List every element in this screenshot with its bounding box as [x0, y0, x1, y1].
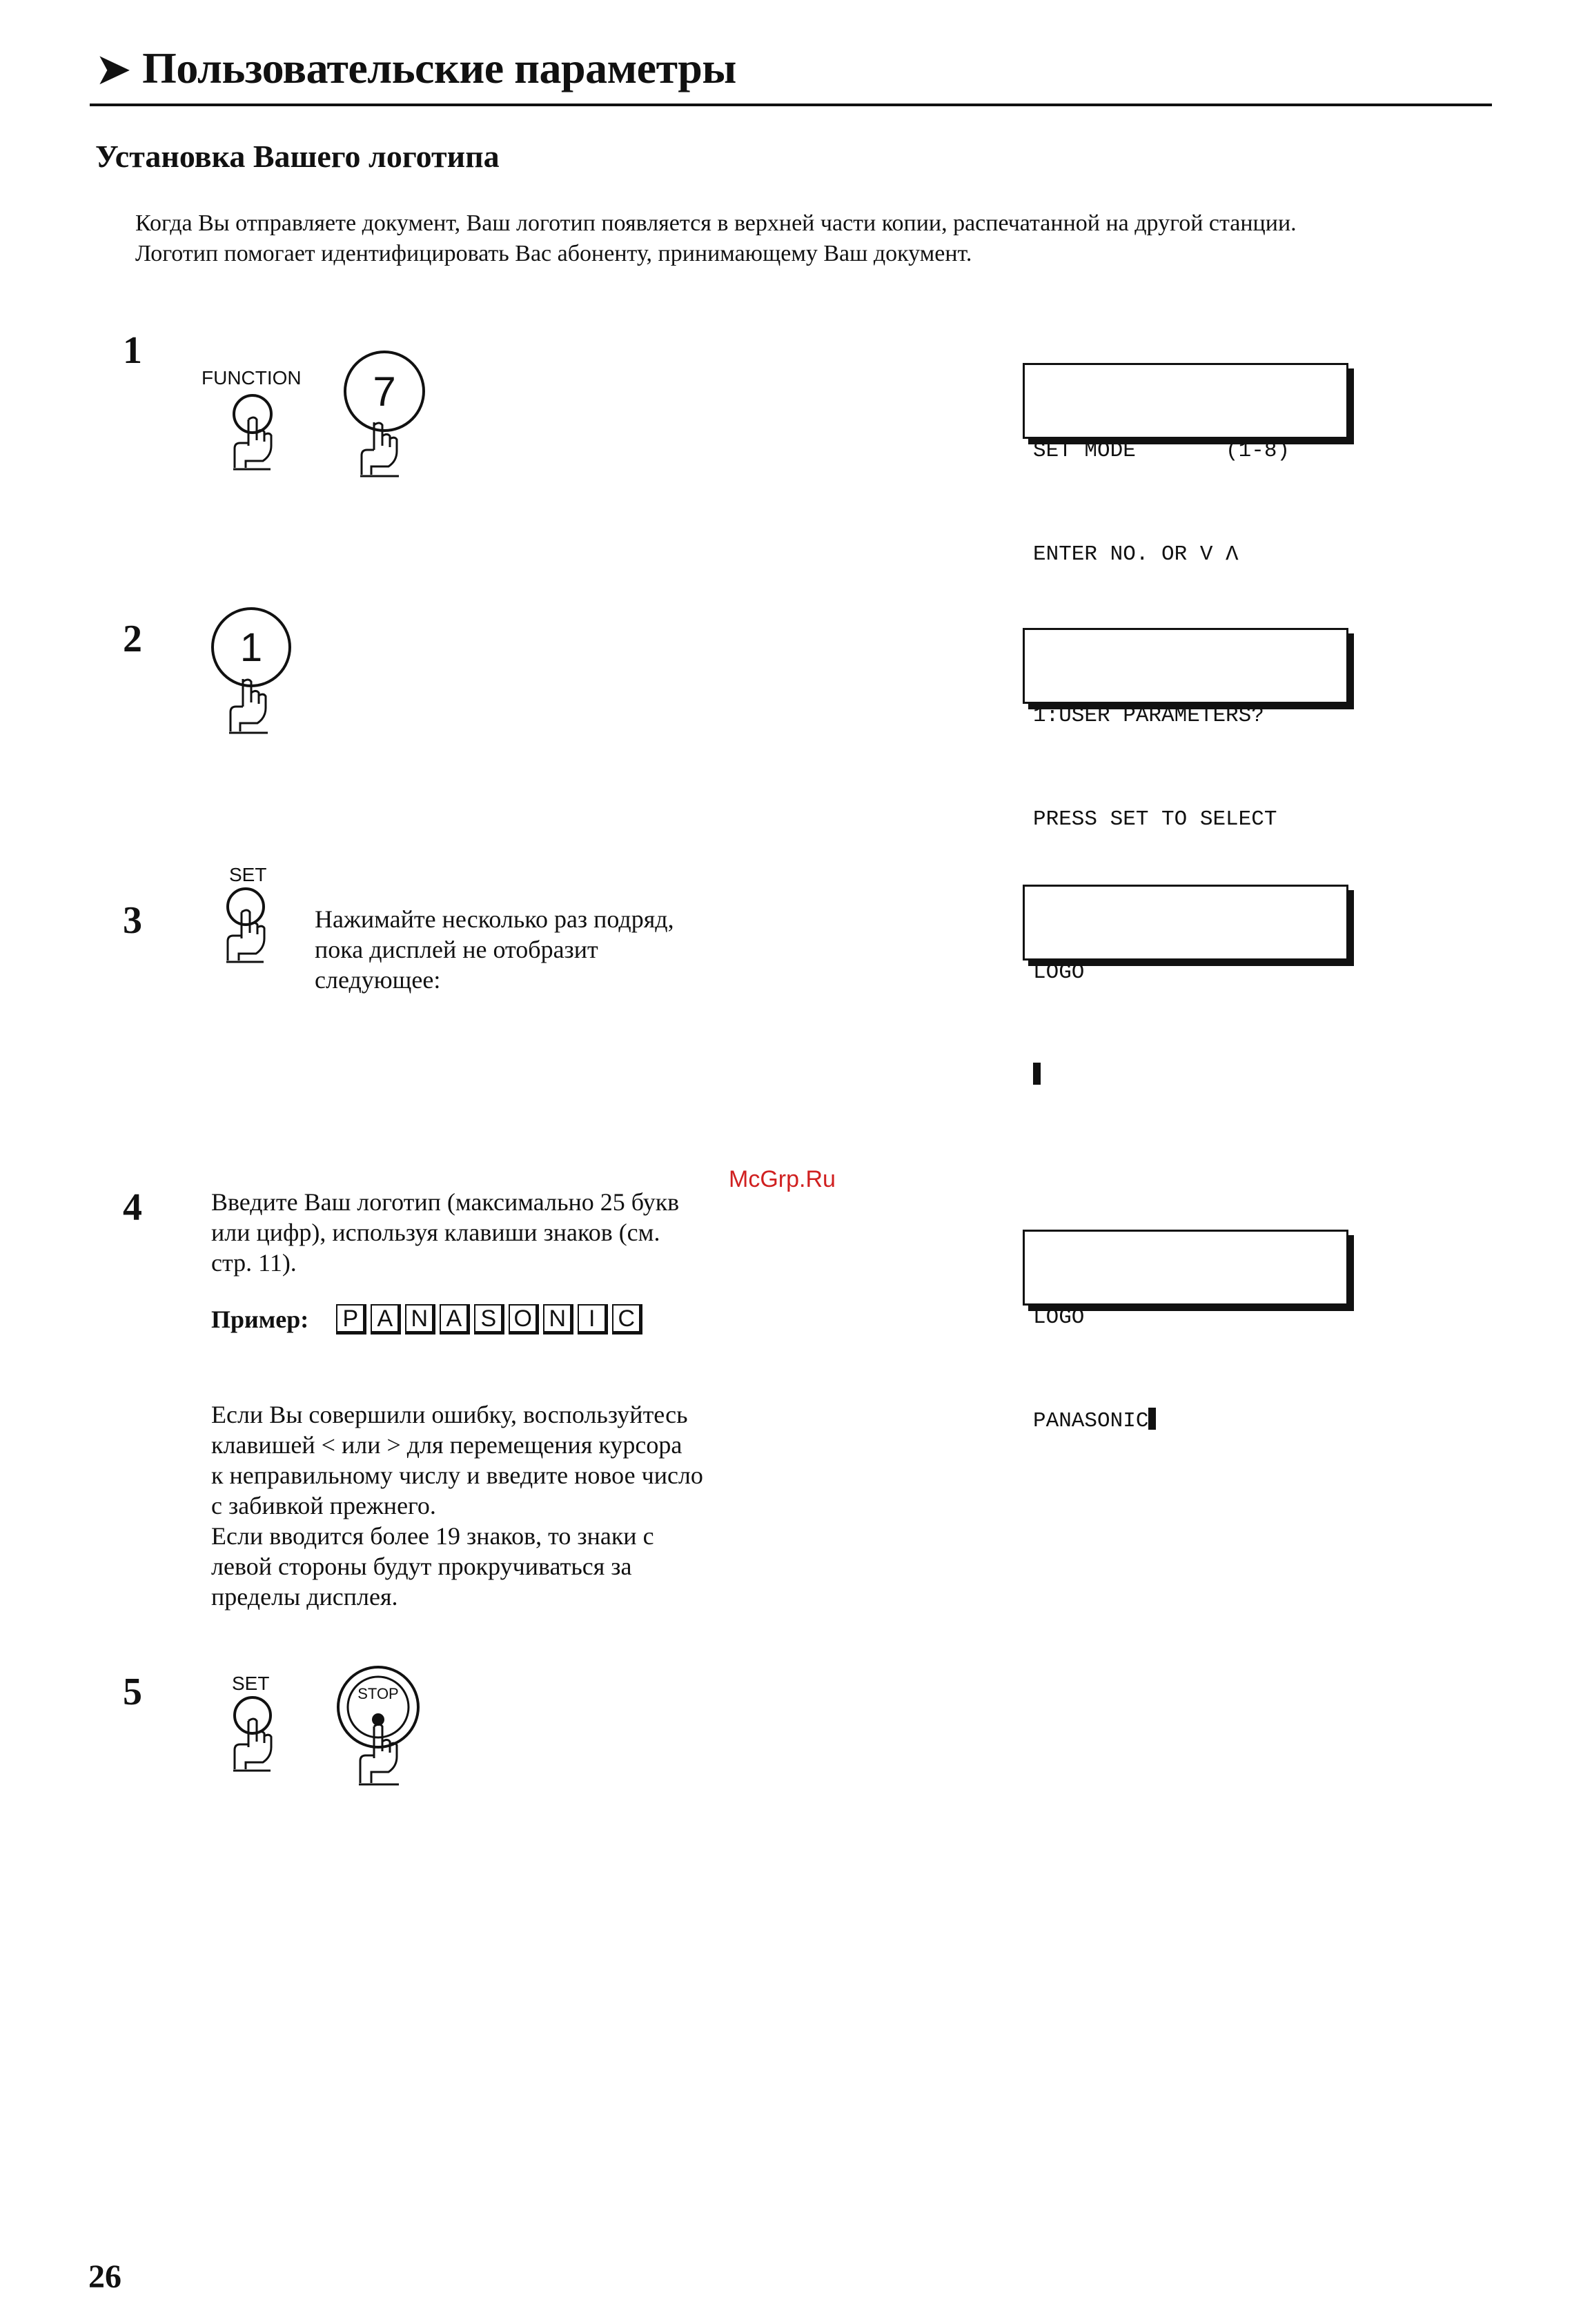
step-number: 2 — [123, 618, 142, 660]
digit-7-label: 7 — [373, 368, 396, 415]
lcd-line: SET MODE (1-8) — [1033, 439, 1290, 463]
keycap: C — [612, 1304, 642, 1335]
lcd-line: 1:USER PARAMETERS? — [1033, 704, 1264, 728]
lcd-display-step1 — [1023, 363, 1348, 567]
step-text-line: стр. 11). — [211, 1249, 297, 1277]
keycap: N — [405, 1304, 435, 1335]
step-number: 3 — [123, 899, 142, 942]
subtitle: Установка Вашего логотипа — [95, 139, 500, 174]
step4-text — [211, 1187, 832, 1278]
cursor-icon — [1033, 1063, 1041, 1085]
watermark: McGrp.Ru — [729, 1166, 836, 1192]
keycap: A — [371, 1304, 401, 1335]
lcd-line: ENTER NO. OR V Λ — [1033, 542, 1239, 567]
section-title — [97, 43, 736, 94]
example-keycaps — [336, 1304, 647, 1335]
intro-paragraph: Когда Вы отправляете документ, Ваш логотип появляется в верхней части копии, распечатанной на другой станции. — [135, 210, 1297, 236]
keycap: I — [578, 1304, 608, 1335]
note-line: к неправильному числу и введите новое число — [211, 1461, 703, 1489]
digit-1-key[interactable] — [211, 607, 291, 687]
note-line: Если Вы совершили ошибку, воспользуйтесь — [211, 1401, 688, 1428]
note-line: клавишей < или > для перемещения курсора — [211, 1431, 682, 1459]
note-line: пределы дисплея. — [211, 1583, 398, 1611]
intro-text — [135, 208, 1446, 269]
step4-note — [211, 1399, 832, 1612]
set-key-label: SET — [229, 864, 267, 885]
digit-1-label: 1 — [239, 624, 263, 670]
function-key-press-icon[interactable] — [228, 392, 290, 475]
cursor-icon — [1148, 1408, 1156, 1430]
section-title-text: Пользовательские параметры — [142, 43, 736, 92]
step-text-line: следующее: — [315, 966, 441, 994]
page-number: 26 — [88, 2258, 121, 2295]
lcd-display-step3 — [1023, 885, 1348, 985]
step-number: 4 — [123, 1186, 142, 1229]
lcd-display-step4 — [1023, 1230, 1348, 1433]
step3-text — [315, 904, 798, 995]
keycap: O — [509, 1304, 539, 1335]
step-text-line: Нажимайте несколько раз подряд, — [315, 905, 674, 933]
lcd-line — [1033, 1059, 1338, 1094]
example-label: Пример: — [211, 1306, 309, 1333]
stop-key-label: STOP — [357, 1685, 399, 1702]
keycap: S — [474, 1304, 504, 1335]
hand-press-icon — [228, 679, 283, 734]
keycap: P — [336, 1304, 366, 1335]
step-text-line: или цифр), используя клавиши знаков (см. — [211, 1219, 660, 1246]
set-key-press-icon[interactable] — [228, 1696, 290, 1779]
step-number: 5 — [123, 1671, 142, 1713]
lcd-line — [1033, 1404, 1338, 1439]
note-line: Если вводится более 19 знаков, то знаки с — [211, 1522, 654, 1550]
lcd-line: PRESS SET TO SELECT — [1033, 807, 1277, 831]
lcd-display-step2 — [1023, 628, 1348, 831]
lcd-value: PANASONIC — [1033, 1409, 1149, 1433]
set-key-label: SET — [232, 1673, 270, 1694]
stop-key-press-icon[interactable] — [333, 1664, 429, 1789]
note-line: с забивкой прежнего. — [211, 1492, 436, 1519]
keycap: A — [440, 1304, 470, 1335]
example-row — [211, 1304, 647, 1335]
header-rule — [90, 104, 1492, 106]
digit-7-key[interactable] — [344, 351, 425, 432]
intro-paragraph: Логотип помогает идентифицировать Вас абоненту, принимающему Ваш документ. — [135, 241, 972, 266]
hand-press-icon — [359, 422, 414, 477]
step-text-line: Введите Ваш логотип (максимально 25 букв — [211, 1188, 680, 1216]
step-number: 1 — [123, 329, 142, 372]
note-line: левой стороны будут прокручиваться за — [211, 1553, 632, 1580]
step-text-line: пока дисплей не отобразит — [315, 936, 598, 963]
lcd-line: LOGO — [1033, 1306, 1085, 1330]
keycap: N — [543, 1304, 573, 1335]
function-key-label: FUNCTION — [202, 367, 302, 388]
set-key-press-icon[interactable] — [221, 887, 283, 970]
arrow-icon: ➤ — [97, 47, 130, 92]
lcd-line: LOGO — [1033, 961, 1085, 985]
